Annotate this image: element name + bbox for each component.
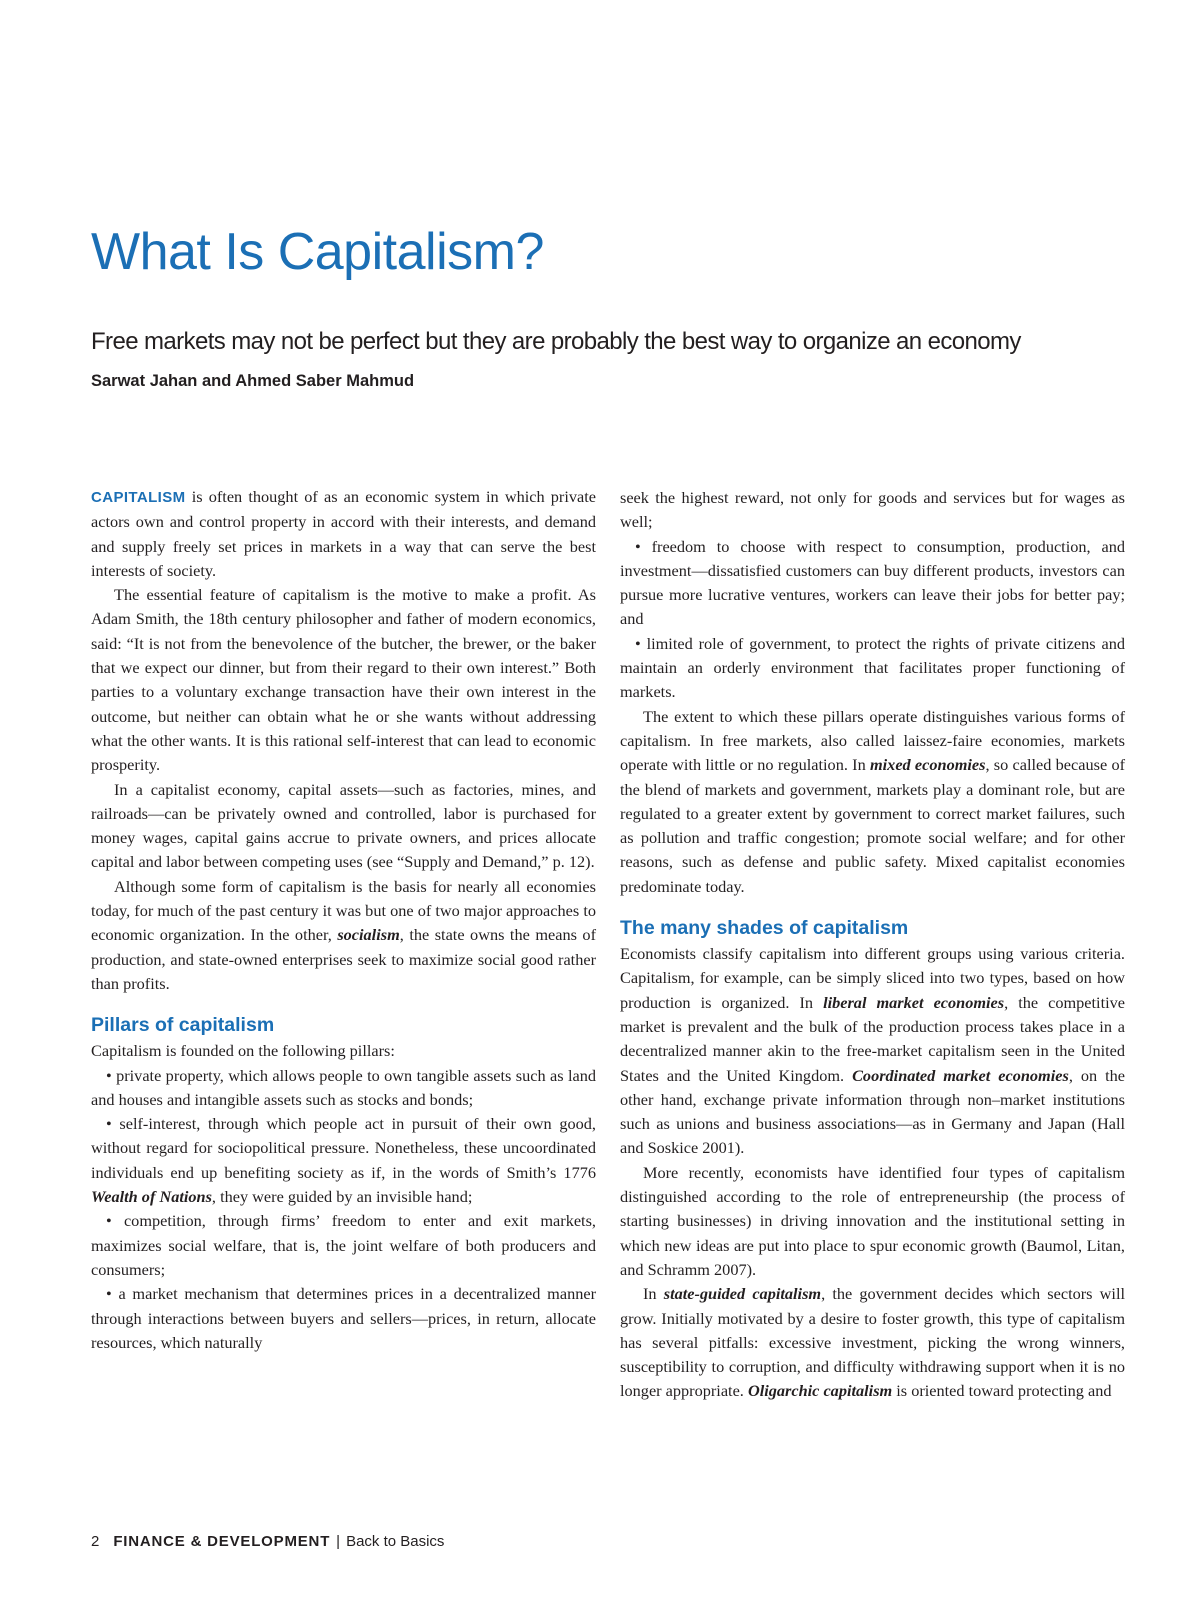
paragraph: In a capitalist economy, capital assets—such as factories, mines, and railroads—can be privately owned and controlled, labor is purchased for money wages, capital gains accrue to private owners, and prices allocate capital and labor between competing uses (see “Supply and Demand,” p. 12). [91, 779, 596, 872]
right-column [620, 486, 1125, 1404]
article-deck: Free markets may not be perfect but they are probably the best way to organize an economy [91, 328, 1021, 355]
paragraph-text: Economists classify capitalism into different groups using various criteria. Capitalism, for example, can be simply sliced into two types, based on how production is organized. In [620, 944, 1125, 1012]
emphasis-term: socialism [337, 925, 400, 945]
paragraph-text: The extent to which these pillars operate distinguishes various forms of capitalism. In free markets, also called laissez-faire economies, markets operate with little or no regulation. In [620, 706, 1125, 775]
paragraph: The essential feature of capitalism is the motive to make a profit. As Adam Smith, the 18th century philosopher and father of modern economics, said: “It is not from the benevolence of the butcher, the brewer, or the baker that we expect our dinner, but from their regard to their own interest.” Both parties to a voluntary exchange transaction have their own interest in the outcome, but neither can obtain what he or she wants without addressing what the other wants. It is this rational self-interest that can lead to economic prosperity. [91, 585, 596, 775]
paragraph-text: , the competitive market is prevalent and the bulk of the production process takes place in a decentralized manner akin to the free-market capitalism seen in the United States and the United Kingdom. [620, 992, 1125, 1085]
paragraph-text: , they were guided by an invisible hand; [211, 1187, 473, 1207]
paragraph [620, 1282, 1125, 1403]
emphasis-term: liberal market economies [823, 992, 1005, 1012]
paragraph: More recently, economists have identified four types of capitalism distinguished according to the role of entrepreneurship (the process of starting businesses) in driving innovation and the institutional setting in which new ideas are put into place to spur economic growth (Baumol, Litan, and Schramm 2007). [620, 1162, 1125, 1279]
left-column [91, 485, 596, 1355]
article-title: What Is Capitalism? [91, 223, 544, 281]
emphasis-term: Wealth of Nations [91, 1187, 212, 1207]
bullet-item: • limited role of government, to protect the rights of private citizens and maintain an orderly environment that facilitates proper functioning of markets. [620, 633, 1125, 702]
paragraph-text: is oriented toward protecting and [892, 1381, 1112, 1401]
paragraph-text: , the state owns the means of production, and state-owned enterprises seek to maximize social good rather than profits. [91, 925, 596, 993]
paragraph [620, 705, 1125, 899]
emphasis-term: mixed economies [869, 755, 986, 775]
magazine-name: FINANCE & DEVELOPMENT [113, 1533, 331, 1550]
bullet-item: • freedom to choose with respect to consumption, production, and investment—dissatisfied customers can buy different products, investors can pursue more lucrative ventures, workers can leave their jobs for better pay; and [620, 536, 1125, 629]
paragraph-text: , on the other hand, exchange private information through non–market institutions such as unions and business associations—as in Germany and Japan (Hall and Soskice 2001). [620, 1065, 1126, 1158]
bullet-continuation: seek the highest reward, not only for goods and services but for wages as well; [620, 488, 1125, 532]
bullet-item: • private property, which allows people to own tangible assets such as land and houses and intangible assets such as stocks and bonds; [91, 1065, 596, 1109]
footer-separator: | [336, 1533, 341, 1550]
emphasis-term: Oligarchic capitalism [747, 1381, 893, 1401]
emphasis-term: state-guided capitalism [663, 1284, 822, 1304]
paragraph-text: Although some form of capitalism is the basis for nearly all economies today, for much of the past century it was but one of two major approaches to economic organization. In the other, [91, 876, 596, 945]
paragraph [91, 875, 596, 996]
section-heading-pillars: Pillars of capitalism [91, 1014, 275, 1037]
paragraph-text: , so called because of the blend of markets and government, markets play a dominant role, but are regulated to a greater extent by government to correct market failures, such as pollution and traffic congestion; promote social welfare; and for other reasons, such as defense and public safety. Mixed capitalist economies predominate today. [620, 755, 1126, 896]
section-name: Back to Basics [346, 1533, 445, 1550]
section-heading-shades: The many shades of capitalism [620, 917, 909, 940]
author-byline: Sarwat Jahan and Ahmed Saber Mahmud [91, 372, 415, 390]
emphasis-term: Coordinated market economies [852, 1065, 1069, 1085]
bullet-item: • competition, through firms’ freedom to enter and exit markets, maximizes social welfare, that is, the joint welfare of both producers and consumers; [91, 1211, 596, 1279]
paragraph-text: , the government decides which sectors will grow. Initially motivated by a desire to foster growth, this type of capitalism has several pitfalls: excessive investment, picking the wrong winners, susceptibility to corruption, and difficulty withdrawing support when it is no longer appropriate. [620, 1284, 1126, 1401]
page-number: 2 [91, 1533, 100, 1550]
run-in-heading: CAPITALISM [91, 489, 186, 506]
bullet-item: • a market mechanism that determines prices in a decentralized manner through interactions between buyers and sellers—prices, in return, allocate resources, which naturally [91, 1284, 596, 1352]
paragraph-text: In [643, 1284, 664, 1304]
paragraph-text: • self-interest, through which people act in pursuit of their own good, without regard for sociopolitical pressure. Nonetheless, these uncoordinated individuals end up benefiting society as if, in the words of Smith’s 1776 [91, 1114, 596, 1182]
bullet-item [91, 1112, 596, 1209]
paragraph [91, 485, 596, 583]
paragraph [620, 942, 1125, 1161]
page-footer [91, 1533, 444, 1550]
paragraph-text: is often thought of as an economic system in which private actors own and control property in accord with their interests, and demand and supply freely set prices in markets in a way that can serve the best interests of society. [91, 487, 596, 580]
paragraph: Capitalism is founded on the following pillars: [91, 1041, 395, 1061]
